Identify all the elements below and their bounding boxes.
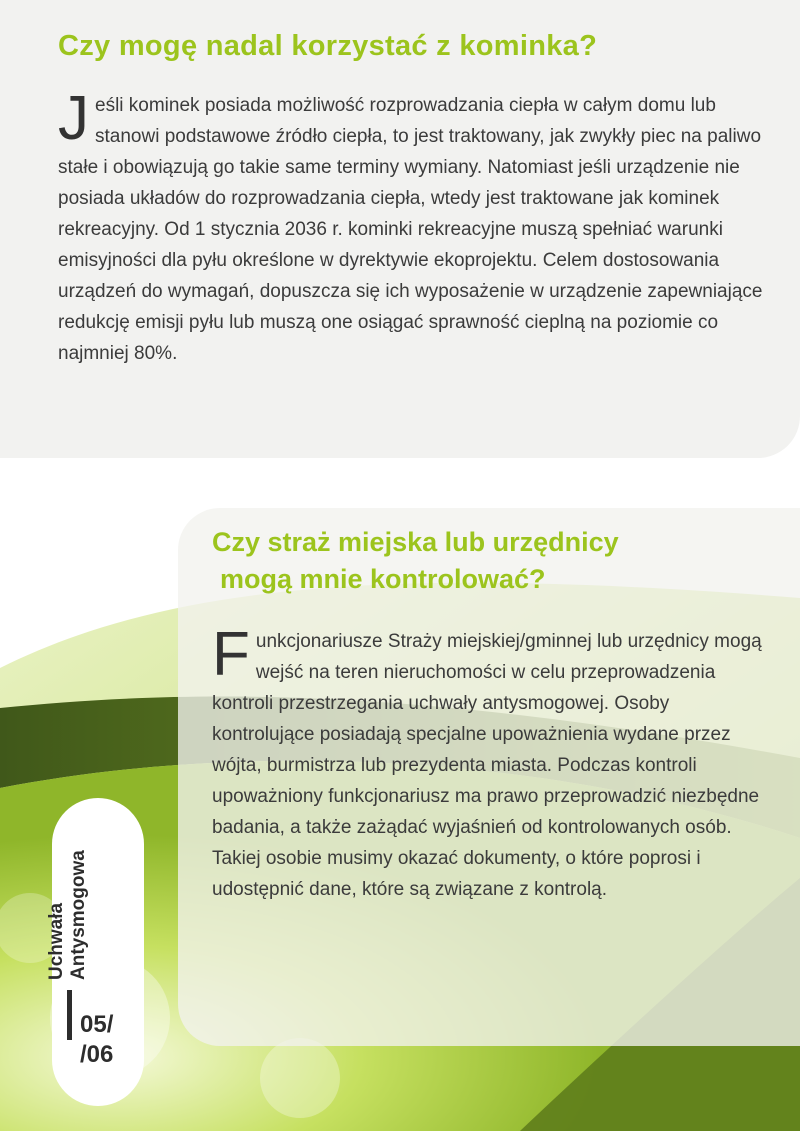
section-body-inspection (212, 620, 772, 905)
section-title-inspection (212, 524, 772, 598)
title-line-1: Czy straż miejska lub urzędnicy (212, 527, 619, 557)
drop-cap: F (212, 620, 250, 689)
page-number-bottom: /06 (80, 1041, 114, 1068)
body-text: unkcjonariusze Straży miejskiej/gminnej lub urzędnicy mogą wejść na teren nieruchomości w celu przeprowadzenia kontroli przestrzegania uchwały antysmogowej. Osoby kontrolujące posiadają specjalne upoważnienia wydane przez wójta, burmistrza lub prezydenta miasta. Podczas kontroli upoważniony funkcjonariusz ma prawo przeprowadzić niezbędne badania, a także zażądać wyjaśnień od kontrolowanych osób. Takiej osobie musimy okazać dokumenty, o które poprosi i udostępnić dane, które są związane z kontrolą. (212, 631, 762, 900)
section-body-fireplace (58, 84, 780, 369)
section-title-fireplace: Czy mogę nadal korzystać z kominka? (58, 30, 598, 62)
page-number-top: 05/ (80, 1011, 114, 1038)
side-tab-line-2: Antysmogowa (68, 850, 89, 980)
side-tab-divider (67, 990, 72, 1040)
page-number (80, 1010, 140, 1070)
title-line-2: mogą mnie kontrolować? (220, 564, 546, 594)
body-text: eśli kominek posiada możliwość rozprowadzania ciepła w całym domu lub stanowi podstawowe źródło ciepła, to jest traktowany, jak zwykły piec na paliwo stałe i obowiązują go takie same terminy wymiany. Natomiast jeśli urządzenie nie posiada układów do rozprowadzania ciepła, wtedy jest traktowane jak kominek rekreacyjny. Od 1 stycznia 2036 r. kominki rekreacyjne muszą spełniać warunki emisyjności dla pyłu określone w dyrektywie ekoprojektu. Celem dostosowania urządzeń do wymagań, dopuszcza się ich wyposażenie w urządzenie zapewniające redukcję emisji pyłu lub muszą one osiągać sprawność cieplną na poziomie co najmniej 80%. (58, 95, 763, 364)
side-tab-label (46, 850, 90, 980)
side-tab-line-1: Uchwała (46, 902, 67, 980)
drop-cap: J (58, 84, 89, 153)
